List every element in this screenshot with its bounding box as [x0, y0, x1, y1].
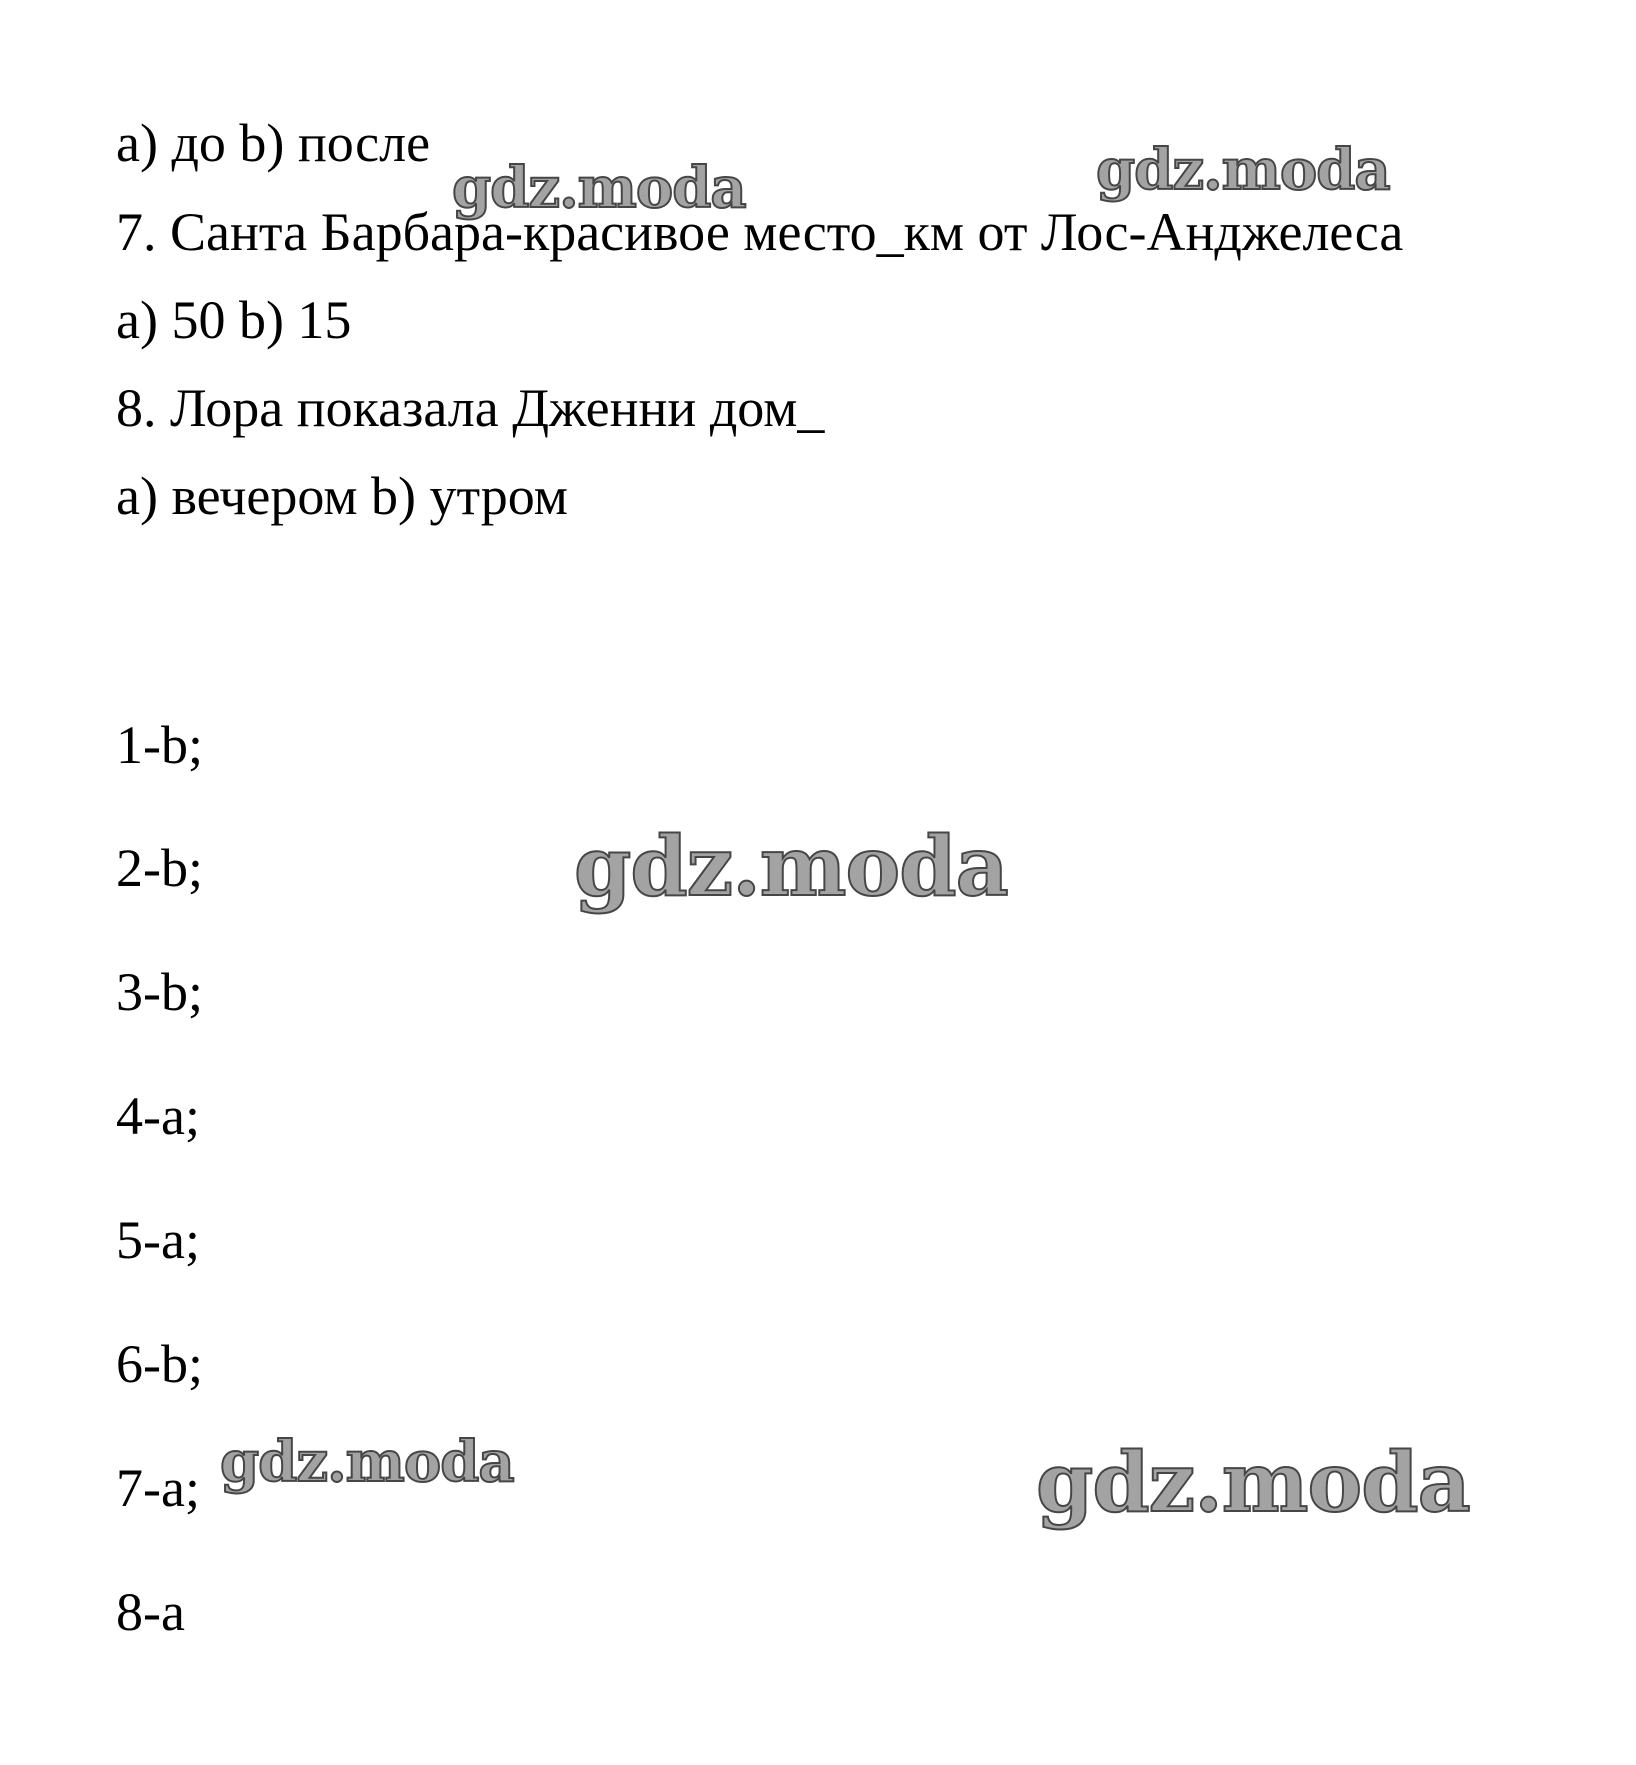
answer-5: 5-a; [116, 1210, 200, 1270]
answer-6: 6-b; [116, 1334, 203, 1394]
answer-7: 7-a; [116, 1458, 200, 1518]
answer-8: 8-a [116, 1582, 185, 1642]
question-8: 8. Лора показала Дженни дом_ [116, 378, 825, 438]
question-7-options: а) 50 b) 15 [116, 290, 352, 350]
watermark: gdz.moda [1036, 1435, 1470, 1531]
question-6-options: а) до b) после [116, 113, 431, 173]
answer-2: 2-b; [116, 838, 203, 898]
question-7: 7. Санта Барбара-красивое место_км от Лос-Анджелеса [116, 202, 1404, 262]
watermark: gdz.moda [220, 1429, 514, 1495]
watermark: gdz.moda [452, 155, 746, 221]
question-8-options: а) вечером b) утром [116, 466, 568, 526]
answer-4: 4-a; [116, 1086, 200, 1146]
answer-3: 3-b; [116, 962, 203, 1022]
answer-1: 1-b; [116, 715, 203, 775]
watermark: gdz.moda [1096, 137, 1390, 203]
watermark: gdz.moda [574, 819, 1008, 915]
